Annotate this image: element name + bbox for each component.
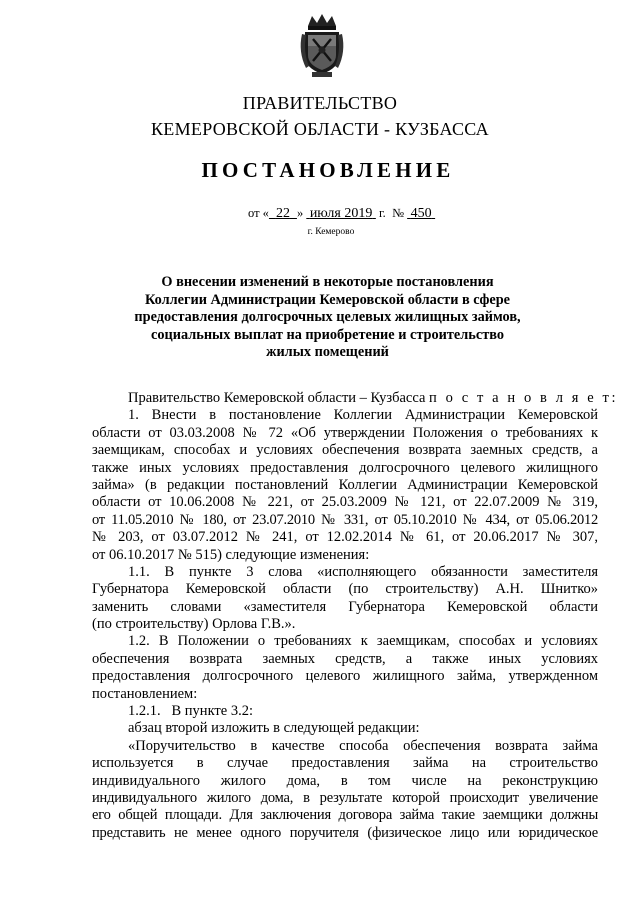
date-number-line — [248, 206, 448, 222]
body-line: № 203, от 03.07.2012 № 241, от 12.02.2014 № 61, от 20.06.2017 № 307, — [92, 529, 598, 546]
body-line: индивидуального жилого дома, в результате которой происходит увеличение — [92, 789, 598, 806]
document-title — [100, 274, 555, 362]
title-line: предоставления долгосрочных целевых жилищных займов, — [134, 309, 521, 325]
number-sign: № — [392, 206, 404, 220]
body-line: заемщикам, способах и условиях обеспечения возврата заемных средств, а — [92, 442, 598, 459]
body-line: от 06.10.2017 № 515) следующие изменения: — [92, 546, 370, 563]
body-line: области от 03.03.2008 № 72 «Об утверждении Положения о требованиях к — [92, 424, 598, 441]
body-line: (по строительству) Орлова Г.В.». — [92, 616, 296, 633]
document-number: 450 — [410, 206, 432, 221]
body-line: 1. Внести в постановление Коллегии Администрации Кемеровской — [128, 407, 598, 424]
date-close: » — [296, 206, 304, 220]
body-line: постановлением: — [92, 685, 198, 702]
document-body — [92, 390, 619, 842]
body-line: также иных условиях предоставления долгосрочного целевого жилищного — [92, 459, 598, 476]
body-line: займа» (в редакции постановлений Коллегии Администрации Кемеровской — [92, 476, 598, 493]
intro-line: Правительство Кемеровской области – Кузбасса п о с т а н о в л я е т: — [128, 390, 619, 406]
body-line: его общей площади. Для заключения договора займа такие заемщики должны — [92, 807, 598, 824]
body-line: предоставления долгосрочного целевого жилищного займа, утвержденном — [92, 668, 598, 685]
body-line: 1.2.1. В пункте 3.2: — [128, 703, 253, 720]
body-line: абзац второй изложить в следующей редакции: — [128, 720, 420, 737]
date-year-suffix: г. — [378, 206, 386, 220]
body-line: области от 10.06.2008 № 221, от 25.03.2009 № 121, от 22.07.2009 № 319, — [92, 494, 598, 511]
date-prefix: от « — [248, 206, 269, 220]
body-line: заменить словами «заместителя Губернатора Кемеровской области — [92, 598, 598, 615]
body-line: представить не менее одного поручителя (физическое лицо или юридическое — [92, 824, 598, 841]
date-month-year: июля 2019 — [309, 206, 373, 221]
title-line: Коллегии Администрации Кемеровской области в сфере — [144, 291, 510, 308]
body-line: обеспечения возврата заемных средств, а также иных условиях — [92, 650, 598, 667]
title-line: социальных выплат на приобретение и строительство — [151, 326, 504, 343]
body-line: индивидуального жилого дома, в том числе на реконструкцию — [92, 772, 598, 789]
title-line: жилых помещений — [266, 344, 389, 360]
body-line: 1.1. В пункте 3 слова «исполняющего обязанности заместителя — [128, 563, 598, 580]
body-line: «Поручительство в качестве способа обеспечения возврата займа — [128, 737, 598, 754]
government-name-line2: КЕМЕРОВСКОЙ ОБЛАСТИ - КУЗБАССА — [151, 119, 489, 139]
date-day: 22 — [275, 206, 290, 221]
title-line: О внесении изменений в некоторые постановления — [161, 274, 494, 290]
body-line: Губернатора Кемеровской области (по строительству) А.Н. Шнитко» — [92, 581, 598, 598]
government-name-line1: ПРАВИТЕЛЬСТВО — [242, 93, 398, 113]
city: г. Кемерово — [307, 227, 355, 237]
coat-of-arms-icon — [298, 12, 346, 80]
document-type: ПОСТАНОВЛЕНИЕ — [201, 158, 455, 182]
body-line: 1.2. В Положении о требованиях к заемщикам, способах и условиях — [128, 633, 598, 650]
body-line: используется в случае предоставления займа на строительство — [92, 755, 598, 772]
body-line: от 11.05.2010 № 180, от 23.07.2010 № 331, от 05.10.2010 № 434, от 05.06.2012 — [92, 511, 598, 528]
